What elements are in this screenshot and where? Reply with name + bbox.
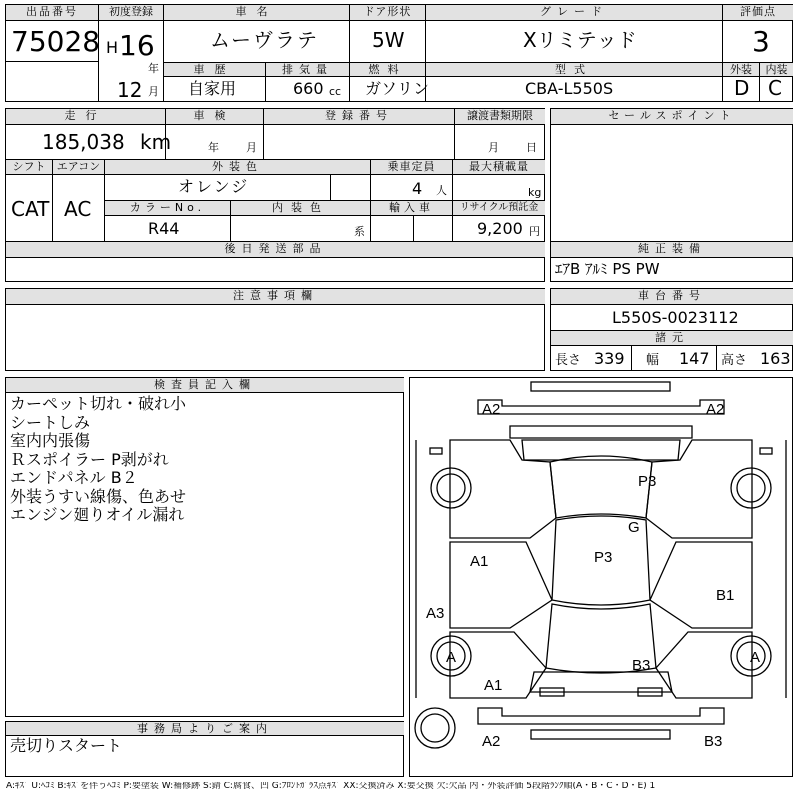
header-capacity: 乗車定員 <box>371 160 452 174</box>
displacement-unit: cc <box>329 85 342 98</box>
damage-marker: A2 <box>482 733 501 750</box>
header-car-name: 車名 <box>164 5 349 20</box>
damage-marker: A1 <box>484 677 503 694</box>
capacity-unit: 人 <box>436 184 447 197</box>
capacity: 4 <box>412 179 423 198</box>
door-type: 5W <box>372 28 405 52</box>
equipment: ｴｱB ｱﾙﾐ PS PW <box>555 260 660 278</box>
damage-marker: A1 <box>470 553 489 570</box>
header-inspector: 検査員記入欄 <box>6 378 404 392</box>
shift: CAT <box>11 197 50 221</box>
header-grade: グレード <box>426 5 722 20</box>
score: 3 <box>752 25 770 58</box>
header-recycle: リサイクル預託金 <box>453 201 545 215</box>
header-fuel: 燃料 <box>350 63 425 76</box>
header-shift: シフト <box>6 160 52 174</box>
comment-list <box>0 395 404 545</box>
first-reg-month: 12 <box>117 78 143 102</box>
first-reg-era: H <box>106 38 119 57</box>
damage-marker: B3 <box>632 657 651 674</box>
header-int-grade: 内装 <box>760 63 793 76</box>
damage-marker: B3 <box>704 733 723 750</box>
grade: Xリミテッド <box>523 28 637 52</box>
comment-line: カーペット切れ・破れ小 <box>10 394 187 413</box>
comment-line: エンドパネル B２ <box>10 468 138 487</box>
header-reg-no: 登録番号 <box>264 109 454 124</box>
ext-color: オレンジ <box>178 177 250 196</box>
header-office: 事務局よりご案内 <box>6 722 404 735</box>
first-reg-month-unit: 月 <box>148 85 159 98</box>
int-grade: C <box>768 76 782 100</box>
height-label: 高さ <box>721 353 748 368</box>
header-score: 評価点 <box>723 5 793 20</box>
damage-marker: A2 <box>482 401 501 418</box>
damage-marker: A3 <box>426 605 445 622</box>
int-color-suffix: 系 <box>354 225 365 238</box>
comment-line: シートしみ <box>10 412 91 432</box>
damage-marker: A <box>446 649 457 666</box>
header-chassis: 車台番号 <box>551 289 793 304</box>
comment-line: Ｒスポイラー P剥がれ <box>10 449 169 469</box>
header-ac: エアコン <box>53 160 104 174</box>
header-later-parts: 後日発送部品 <box>6 242 545 257</box>
header-lot-no: 出品番号 <box>6 5 98 20</box>
damage-marker: B1 <box>716 587 735 604</box>
recycle-fee: 9,200 <box>477 219 523 238</box>
length: 339 <box>594 349 625 368</box>
header-dims: 諸元 <box>551 331 793 345</box>
transfer-day: 日 <box>526 141 537 154</box>
comment-line: 室内内張傷 <box>10 431 91 450</box>
damage-marker: A2 <box>706 401 725 418</box>
model-code: CBA-L550S <box>525 79 614 98</box>
color-no: R44 <box>148 219 180 238</box>
header-first-reg: 初度登録 <box>99 5 163 20</box>
damage-marker: A <box>750 649 761 666</box>
mileage: 185,038 <box>42 130 125 154</box>
width-label: 幅 <box>646 353 660 368</box>
header-mileage: 走行 <box>6 109 165 124</box>
transfer-month: 月 <box>488 141 499 154</box>
inspection-year: 年 <box>208 141 219 154</box>
header-history: 車歴 <box>164 63 265 76</box>
chassis-number: L550S-0023112 <box>612 308 739 327</box>
inspection-month: 月 <box>246 141 257 154</box>
legend: A:ｷｽﾞ U:ﾍｺﾐ B:ｷｽﾞを伴うﾍｺﾐ P:要塗装 W:補修跡 S:錆 C:腐食、凹 G:ﾌﾛﾝﾄｶﾞﾗｽ点ｷｽﾞ XX:交換済み X:要交換 欠:欠品 内・外装評価 5段階ﾗﾝｸ順(A・B・C・D・E) 1 <box>6 782 656 791</box>
damage-marker: P3 <box>594 549 613 566</box>
car-diagram <box>410 378 792 776</box>
damage-marker: P3 <box>638 473 657 490</box>
mileage-unit: km <box>140 130 172 154</box>
width: 147 <box>679 349 710 368</box>
header-transfer: 譲渡書類期限 <box>455 109 545 124</box>
header-inspection: 車検 <box>166 109 263 124</box>
header-notes: 注意事項欄 <box>6 289 545 304</box>
car-history: 自家用 <box>188 79 237 98</box>
car-diagram-box <box>409 377 793 777</box>
fuel: ガソリン <box>365 79 430 98</box>
office-note: 売切りスタート <box>10 736 123 755</box>
recycle-unit: 円 <box>529 225 540 238</box>
header-sales-point: セールスポイント <box>551 109 793 124</box>
length-label: 長さ <box>555 353 582 368</box>
car-name: ムーヴラテ <box>210 28 319 52</box>
displacement: 660 <box>293 79 324 98</box>
comment-line: 外装うすい線傷、色あせ <box>10 486 187 506</box>
comment-line: エンジン廻りオイル漏れ <box>10 505 185 524</box>
load-unit: kg <box>528 186 542 199</box>
header-import: 輸入車 <box>371 201 452 215</box>
header-color-no: カラーNo. <box>105 201 230 215</box>
header-equipment: 純正装備 <box>551 242 793 257</box>
lot-number: 75028 <box>11 25 101 58</box>
damage-marker: G <box>628 519 640 536</box>
header-ext-grade: 外装 <box>723 63 759 76</box>
header-ext-color: 外装色 <box>105 160 370 174</box>
header-model: 型式 <box>426 63 722 76</box>
air-conditioner: AC <box>64 197 92 221</box>
header-int-color: 内装色 <box>231 201 370 215</box>
first-reg-year: 16 <box>119 29 155 62</box>
header-door: ドア形状 <box>350 5 425 20</box>
header-displacement: 排気量 <box>266 63 349 76</box>
first-reg-year-unit: 年 <box>148 62 159 75</box>
ext-grade: D <box>734 76 750 100</box>
height: 163 <box>760 349 791 368</box>
header-max-load: 最大積載量 <box>453 160 545 174</box>
